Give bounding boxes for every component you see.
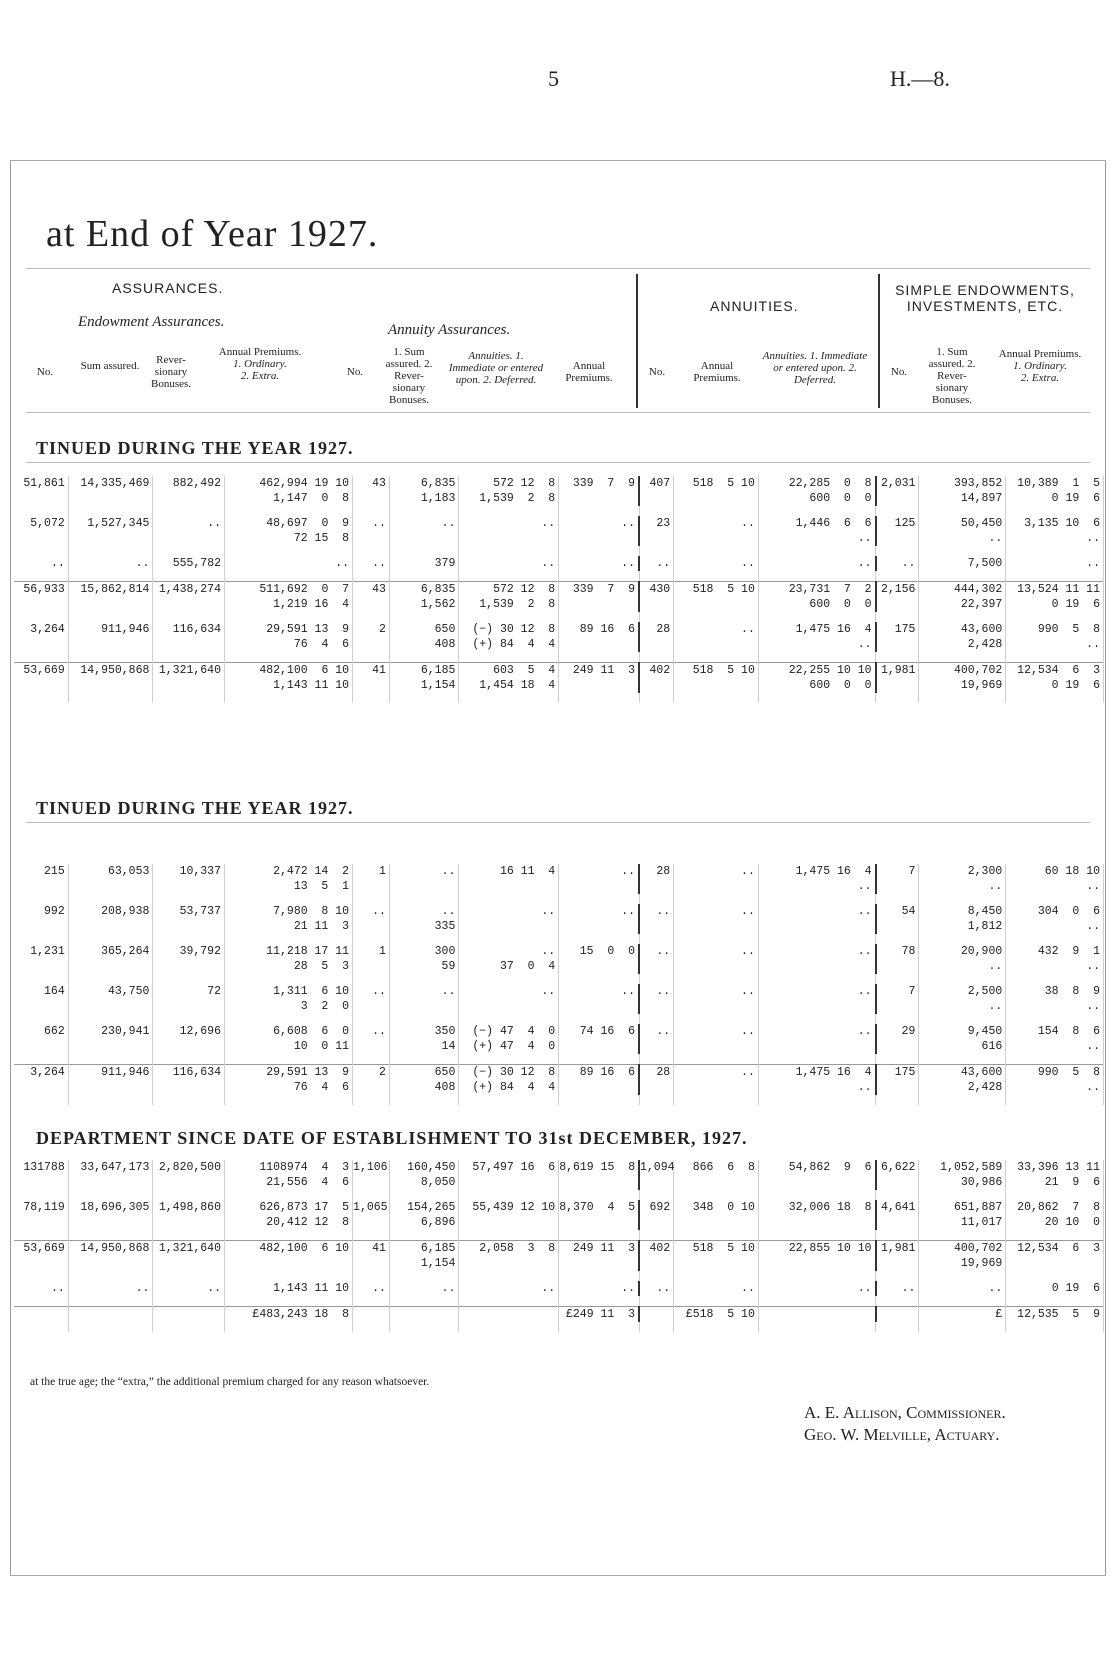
table-cell: .. — [459, 516, 559, 546]
table-cell: .. — [758, 944, 875, 974]
table-cell: 2 — [353, 622, 390, 652]
table-cell: 28 — [639, 1065, 674, 1096]
table-row — [14, 1200, 1104, 1230]
table-cell: 3,135 10 6 .. — [1006, 516, 1104, 546]
table-row — [14, 1024, 1104, 1054]
table-row — [14, 1241, 1104, 1272]
table-cell: 1,143 11 10 — [225, 1281, 353, 1296]
table-cell: .. — [389, 516, 458, 546]
table-cell: 53,669 — [14, 663, 68, 694]
table-cell — [389, 1307, 458, 1323]
table-cell: 8,370 4 5 — [559, 1200, 639, 1230]
table-cell: 22,855 10 10 — [758, 1241, 875, 1272]
table-cell: 11,218 17 11 28 5 3 — [225, 944, 353, 974]
col-sum-rev-2: 1. Sum assured. 2. Rever- sionary Bonuses. — [928, 346, 976, 406]
table-cell: 1,475 16 4 .. — [758, 1065, 875, 1096]
table-cell: 339 7 9 — [559, 582, 639, 613]
table-cell: .. — [674, 904, 759, 934]
table-cell: .. — [559, 1281, 639, 1296]
table-cell: 7 — [876, 984, 919, 1014]
table-cell: .. — [353, 556, 390, 571]
table-cell: 1,981 — [876, 663, 919, 694]
table-cell: 1,981 — [876, 1241, 919, 1272]
table-cell: 8,450 1,812 — [919, 904, 1006, 934]
table-cell: .. — [459, 984, 559, 1014]
table-cell: .. — [14, 1281, 68, 1296]
table-cell: 116,634 — [153, 1065, 225, 1096]
table-cell: .. — [876, 556, 919, 571]
table-cell: 175 — [876, 622, 919, 652]
table-cell: 5,072 — [14, 516, 68, 546]
section3-table — [14, 1160, 1104, 1332]
table-cell: 72 — [153, 984, 225, 1014]
table-cell: 8,619 15 8 — [559, 1160, 639, 1190]
table-row — [14, 556, 1104, 571]
table-cell: .. — [225, 556, 353, 571]
table-cell — [639, 1307, 674, 1323]
table-cell: 12,534 6 3 0 19 6 — [1006, 663, 1104, 694]
table-cell: 154 8 6 .. — [1006, 1024, 1104, 1054]
col-annual-premiums-b: Annual Premiums. — [565, 360, 613, 384]
table-cell: 39,792 — [153, 944, 225, 974]
table-cell: 63,053 — [68, 864, 153, 894]
table-cell: 16 11 4 — [459, 864, 559, 894]
endowment-heading: Endowment Assurances. — [78, 314, 225, 330]
table-cell: 48,697 0 9 72 15 8 — [225, 516, 353, 546]
table-cell: 2,031 — [876, 476, 919, 506]
table-cell: 990 5 8 .. — [1006, 622, 1104, 652]
table-cell: 9,450 616 — [919, 1024, 1006, 1054]
table-cell: 38 8 9 .. — [1006, 984, 1104, 1014]
table-cell: 10,337 — [153, 864, 225, 894]
table-cell: 1,106 — [353, 1160, 390, 1190]
table-cell: .. — [353, 1024, 390, 1054]
table-cell: 23,731 7 2 600 0 0 — [758, 582, 875, 613]
table-cell: .. — [674, 944, 759, 974]
col-annual-premiums-d — [996, 348, 1084, 384]
table-cell — [14, 1307, 68, 1323]
table-cell: .. — [389, 984, 458, 1014]
table-cell: 1,065 — [353, 1200, 390, 1230]
table-cell: 53,669 — [14, 1241, 68, 1272]
table-cell: .. — [758, 556, 875, 571]
table-cell: £249 11 3 — [559, 1307, 639, 1323]
table-cell: 603 5 4 1,454 18 4 — [459, 663, 559, 694]
table-cell: 164 — [14, 984, 68, 1014]
table-cell: .. — [389, 1281, 458, 1296]
table-row — [14, 1281, 1104, 1296]
table-cell: 555,782 — [153, 556, 225, 571]
table-cell: 28 — [639, 864, 674, 894]
table-cell: .. — [153, 1281, 225, 1296]
footnote: at the true age; the “extra,” the additional premium charged for any reason whatsoever. — [30, 1376, 430, 1388]
section3-title: DEPARTMENT SINCE DATE OF ESTABLISHMENT TO 31st DECEMBER, 1927. — [36, 1128, 748, 1148]
table-cell: 12,535 5 9 — [1006, 1307, 1104, 1323]
table-cell: 1 — [353, 864, 390, 894]
table-cell: 511,692 0 7 1,219 16 4 — [225, 582, 353, 613]
table-cell: .. — [639, 1281, 674, 1296]
col-annual-premiums-label: Annual Premiums. — [218, 346, 302, 358]
table-cell: 1,094 — [639, 1160, 674, 1190]
table-cell: 990 5 8 .. — [1006, 1065, 1104, 1096]
table-cell: .. — [876, 1281, 919, 1296]
actuary-signature — [804, 1424, 1000, 1446]
table-cell: 57,497 16 6 — [459, 1160, 559, 1190]
table-cell: 692 — [639, 1200, 674, 1230]
table-cell: 29,591 13 9 76 4 6 — [225, 622, 353, 652]
table-cell: 43 — [353, 582, 390, 613]
table-cell: 482,100 6 10 1,143 11 10 — [225, 663, 353, 694]
table-cell: .. — [353, 516, 390, 546]
table-cell: .. — [68, 1281, 153, 1296]
table-cell: 41 — [353, 1241, 390, 1272]
table-cell — [153, 1307, 225, 1323]
table-cell — [353, 1307, 390, 1323]
table-cell: 650 408 — [389, 1065, 458, 1096]
table-cell: 882,492 — [153, 476, 225, 506]
table-row — [14, 476, 1104, 506]
table-cell: 400,702 19,969 — [919, 1241, 1006, 1272]
table-cell: 55,439 12 10 — [459, 1200, 559, 1230]
table-cell — [68, 1307, 153, 1323]
table-cell: 131788 — [14, 1160, 68, 1190]
table-cell: 33,396 13 11 21 9 6 — [1006, 1160, 1104, 1190]
table-cell: .. — [153, 516, 225, 546]
table-cell: 518 5 10 — [674, 1241, 759, 1272]
table-cell: 23 — [639, 516, 674, 546]
table-cell: 175 — [876, 1065, 919, 1096]
table-row — [14, 1065, 1104, 1096]
table-cell: .. — [353, 984, 390, 1014]
actuary-name: Geo. W. Melville, Actuary. — [804, 1425, 1000, 1444]
table-cell: 18,696,305 — [68, 1200, 153, 1230]
table-cell: 60 18 10 .. — [1006, 864, 1104, 894]
table-row — [14, 663, 1104, 694]
col-sum-assured: Sum assured. — [80, 360, 140, 372]
table-cell: .. — [68, 556, 153, 571]
col-no-3: No. — [648, 366, 666, 378]
table-cell: 208,938 — [68, 904, 153, 934]
table-cell: .. — [674, 864, 759, 894]
table-cell: 22,285 0 8 600 0 0 — [758, 476, 875, 506]
table-cell: 518 5 10 — [674, 663, 759, 694]
table-cell: 56,933 — [14, 582, 68, 613]
table-cell: 7,500 — [919, 556, 1006, 571]
table-cell: 3,264 — [14, 1065, 68, 1096]
table-cell: 154,265 6,896 — [389, 1200, 458, 1230]
table-cell — [459, 1307, 559, 1323]
table-cell: 3,264 — [14, 622, 68, 652]
table-cell: .. — [674, 1065, 759, 1096]
table-cell: .. 335 — [389, 904, 458, 934]
table-cell: 402 — [639, 663, 674, 694]
table-cell: 432 9 1 .. — [1006, 944, 1104, 974]
table-cell: £ — [919, 1307, 1006, 1323]
table-cell: .. — [639, 1024, 674, 1054]
table-cell: 365,264 — [68, 944, 153, 974]
table-cell: .. — [459, 1281, 559, 1296]
section2-table — [14, 864, 1104, 1105]
table-cell: 1 — [353, 944, 390, 974]
table-cell: 393,852 14,897 — [919, 476, 1006, 506]
col-sum-rev: 1. Sum assured. 2. Rever- sionary Bonuses. — [385, 346, 433, 406]
table-cell: .. — [674, 1281, 759, 1296]
table-cell: .. — [559, 904, 639, 934]
table-cell: .. — [459, 556, 559, 571]
page-number: 5 — [548, 66, 559, 91]
table-row — [14, 582, 1104, 613]
table-cell: 41 — [353, 663, 390, 694]
table-cell: .. — [559, 984, 639, 1014]
table-cell: .. — [639, 556, 674, 571]
table-cell: 626,873 17 5 20,412 12 8 — [225, 1200, 353, 1230]
table-cell: 43,750 — [68, 984, 153, 1014]
table-cell: 348 0 10 — [674, 1200, 759, 1230]
table-cell: 14,335,469 — [68, 476, 153, 506]
table-cell: 32,006 18 8 — [758, 1200, 875, 1230]
table-cell — [876, 1307, 919, 1323]
table-cell: 249 11 3 — [559, 1241, 639, 1272]
col-extra-label-2: 2. Extra. — [1020, 372, 1060, 384]
table-cell: .. — [389, 864, 458, 894]
table-cell: .. — [639, 984, 674, 1014]
table-cell: 20,900 .. — [919, 944, 1006, 974]
table-cell: 6,622 — [876, 1160, 919, 1190]
page-reference: H.—8. — [890, 66, 950, 91]
section1-table — [14, 476, 1104, 703]
table-cell: 1,498,860 — [153, 1200, 225, 1230]
table-cell: .. — [353, 904, 390, 934]
table-cell: 650 408 — [389, 622, 458, 652]
table-cell: 407 — [639, 476, 674, 506]
table-cell: 379 — [389, 556, 458, 571]
col-annual-premiums-a — [210, 346, 310, 382]
col-ordinary-label: 1. Ordinary. — [233, 358, 287, 370]
table-cell: 50,450 .. — [919, 516, 1006, 546]
table-cell: 33,647,173 — [68, 1160, 153, 1190]
table-cell: 13,524 11 11 0 19 6 — [1006, 582, 1104, 613]
table-row — [14, 944, 1104, 974]
table-cell: .. — [919, 1281, 1006, 1296]
table-cell: 7,980 8 10 21 11 3 — [225, 904, 353, 934]
col-annual-premiums-label-2: Annual Premiums. — [998, 348, 1082, 360]
table-cell: 6,185 1,154 — [389, 1241, 458, 1272]
table-cell: 444,302 22,397 — [919, 582, 1006, 613]
table-cell: 12,696 — [153, 1024, 225, 1054]
table-cell: .. — [14, 556, 68, 571]
col-extra-label: 2. Extra. — [240, 370, 280, 382]
table-cell: 2,058 3 8 — [459, 1241, 559, 1272]
col-no-2: No. — [346, 366, 364, 378]
table-cell: 89 16 6 — [559, 622, 639, 652]
table-cell: 339 7 9 — [559, 476, 639, 506]
table-cell: 2,156 — [876, 582, 919, 613]
table-cell: 125 — [876, 516, 919, 546]
table-cell: 2,300 .. — [919, 864, 1006, 894]
table-cell: 1,475 16 4 .. — [758, 864, 875, 894]
table-cell: 1,321,640 — [153, 1241, 225, 1272]
table-cell — [758, 1307, 875, 1323]
table-cell: 14,950,868 — [68, 1241, 153, 1272]
table-cell: .. — [1006, 556, 1104, 571]
table-cell: 6,835 1,562 — [389, 582, 458, 613]
table-cell: 300 59 — [389, 944, 458, 974]
table-cell: 15,862,814 — [68, 582, 153, 613]
section1-title: TINUED DURING THE YEAR 1927. — [36, 438, 354, 458]
table-cell: .. — [758, 1281, 875, 1296]
table-cell: (−) 47 4 0 (+) 47 4 0 — [459, 1024, 559, 1054]
table-cell: 462,994 19 10 1,147 0 8 — [225, 476, 353, 506]
table-cell: 54 — [876, 904, 919, 934]
table-cell: 0 19 6 — [1006, 1281, 1104, 1296]
table-cell: 992 — [14, 904, 68, 934]
table-cell: (−) 30 12 8 (+) 84 4 4 — [459, 622, 559, 652]
col-reversionary: Rever- sionary Bonuses. — [150, 354, 192, 390]
table-cell: 4,641 — [876, 1200, 919, 1230]
table-cell: 662 — [14, 1024, 68, 1054]
table-cell: .. — [674, 1024, 759, 1054]
table-cell: .. — [674, 516, 759, 546]
table-cell: 518 5 10 — [674, 582, 759, 613]
table-cell: 78 — [876, 944, 919, 974]
table-cell: 14,950,868 — [68, 663, 153, 694]
table-cell: 518 5 10 — [674, 476, 759, 506]
table-cell: .. — [559, 864, 639, 894]
table-cell: .. — [459, 904, 559, 934]
table-cell: 866 6 8 — [674, 1160, 759, 1190]
col-no-4: No. — [890, 366, 908, 378]
table-row — [14, 622, 1104, 652]
table-cell: 51,861 — [14, 476, 68, 506]
table-cell: .. 37 0 4 — [459, 944, 559, 974]
table-cell: 1108974 4 3 21,556 4 6 — [225, 1160, 353, 1190]
table-cell: 1,052,589 30,986 — [919, 1160, 1006, 1190]
table-cell: 2,820,500 — [153, 1160, 225, 1190]
table-row — [14, 1160, 1104, 1190]
table-cell: .. — [674, 622, 759, 652]
table-cell: 2 — [353, 1065, 390, 1096]
table-cell: .. — [559, 556, 639, 571]
table-cell: 2,500 .. — [919, 984, 1006, 1014]
table-cell: 482,100 6 10 — [225, 1241, 353, 1272]
table-cell: 572 12 8 1,539 2 8 — [459, 476, 559, 506]
table-cell: 29,591 13 9 76 4 6 — [225, 1065, 353, 1096]
assurances-heading: ASSURANCES. — [112, 280, 224, 296]
table-cell: 20,862 7 8 20 10 0 — [1006, 1200, 1104, 1230]
table-cell: 1,438,274 — [153, 582, 225, 613]
table-cell: 1,527,345 — [68, 516, 153, 546]
table-cell: 12,534 6 3 — [1006, 1241, 1104, 1272]
col-annuities-imm: Annuities. 1. Immediate or entered upon. 2. Deferred. — [448, 350, 544, 386]
table-cell: 29 — [876, 1024, 919, 1054]
table-cell: .. — [674, 556, 759, 571]
table-cell: 1,311 6 10 3 2 0 — [225, 984, 353, 1014]
table-cell: 6,835 1,183 — [389, 476, 458, 506]
annuity-assurances-heading: Annuity Assurances. — [388, 322, 511, 338]
table-cell: .. — [353, 1281, 390, 1296]
table-cell: 911,946 — [68, 1065, 153, 1096]
table-cell: 6,185 1,154 — [389, 663, 458, 694]
table-cell: 160,450 8,050 — [389, 1160, 458, 1190]
table-cell: 22,255 10 10 600 0 0 — [758, 663, 875, 694]
table-cell: 74 16 6 — [559, 1024, 639, 1054]
table-cell: 43,600 2,428 — [919, 622, 1006, 652]
table-cell: 1,446 6 6 .. — [758, 516, 875, 546]
table-cell: 430 — [639, 582, 674, 613]
table-row — [14, 516, 1104, 546]
col-no: No. — [36, 366, 54, 378]
table-cell: 572 12 8 1,539 2 8 — [459, 582, 559, 613]
table-cell: 304 0 6 .. — [1006, 904, 1104, 934]
table-cell: 230,941 — [68, 1024, 153, 1054]
table-row — [14, 1307, 1104, 1323]
table-row — [14, 864, 1104, 894]
table-cell: .. — [559, 516, 639, 546]
table-cell: 53,737 — [153, 904, 225, 934]
table-cell: 400,702 19,969 — [919, 663, 1006, 694]
table-cell: 43 — [353, 476, 390, 506]
table-cell: (−) 30 12 8 (+) 84 4 4 — [459, 1065, 559, 1096]
section2-title: TINUED DURING THE YEAR 1927. — [36, 798, 354, 818]
commissioner-signature — [804, 1402, 1006, 1424]
table-cell: 6,608 6 0 10 0 11 — [225, 1024, 353, 1054]
annuities-heading: ANNUITIES. — [710, 298, 799, 314]
table-cell: 78,119 — [14, 1200, 68, 1230]
table-row — [14, 984, 1104, 1014]
commissioner-name: A. E. Allison, Commissioner. — [804, 1403, 1006, 1422]
col-annual-premiums-c: Annual Premiums. — [693, 360, 741, 384]
table-cell: 402 — [639, 1241, 674, 1272]
table-cell: 28 — [639, 622, 674, 652]
table-row — [14, 904, 1104, 934]
table-cell: 249 11 3 — [559, 663, 639, 694]
table-cell: £518 5 10 — [674, 1307, 759, 1323]
table-cell: 15 0 0 — [559, 944, 639, 974]
table-cell: 215 — [14, 864, 68, 894]
table-cell: 54,862 9 6 — [758, 1160, 875, 1190]
table-cell: .. — [639, 904, 674, 934]
table-cell: 911,946 — [68, 622, 153, 652]
table-cell: 350 14 — [389, 1024, 458, 1054]
col-annuities-imm-2: Annuities. 1. Immediate or entered upon. 2. Deferred. — [762, 350, 868, 386]
table-cell: 1,475 16 4 .. — [758, 622, 875, 652]
page-title: at End of Year 1927. — [46, 213, 379, 255]
table-cell: 10,389 1 5 0 19 6 — [1006, 476, 1104, 506]
col-ordinary-label-2: 1. Ordinary. — [1013, 360, 1067, 372]
table-cell: .. — [674, 984, 759, 1014]
table-cell: £483,243 18 8 — [225, 1307, 353, 1323]
table-cell: 43,600 2,428 — [919, 1065, 1006, 1096]
table-cell: 89 16 6 — [559, 1065, 639, 1096]
table-cell: 1,231 — [14, 944, 68, 974]
table-cell: 2,472 14 2 13 5 1 — [225, 864, 353, 894]
table-cell: 651,887 11,017 — [919, 1200, 1006, 1230]
table-cell: .. — [758, 1024, 875, 1054]
table-cell: 116,634 — [153, 622, 225, 652]
table-cell: 7 — [876, 864, 919, 894]
table-cell: .. — [639, 944, 674, 974]
table-cell: 1,321,640 — [153, 663, 225, 694]
table-cell: .. — [758, 904, 875, 934]
table-cell: .. — [758, 984, 875, 1014]
simple-endowments-heading: SIMPLE ENDOWMENTS, INVESTMENTS, ETC. — [895, 282, 1075, 314]
